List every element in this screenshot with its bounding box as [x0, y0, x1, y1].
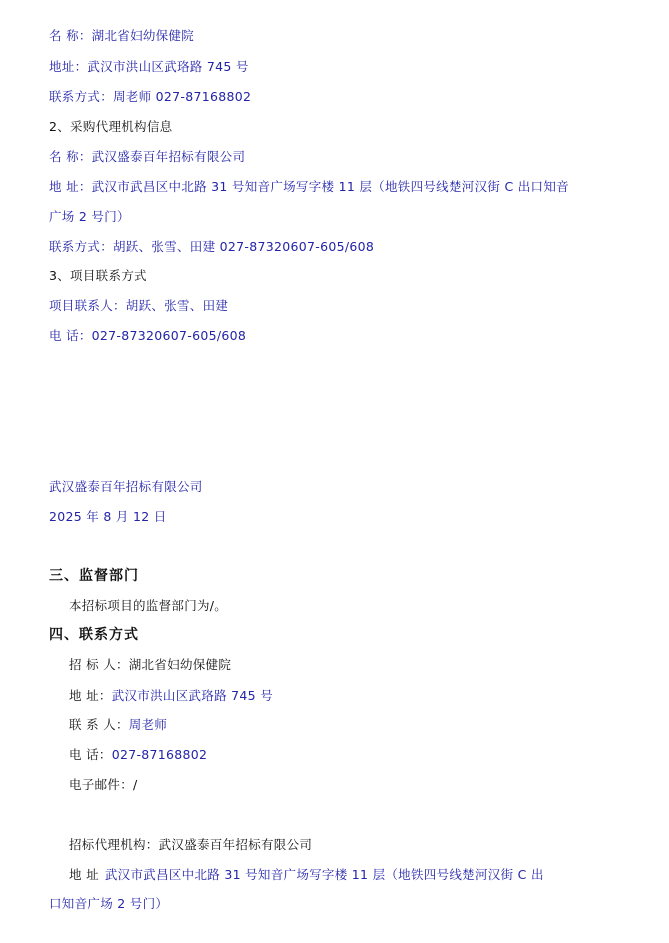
project-contact-phone: 电 话：027-87320607-605/608: [49, 328, 247, 343]
section4-agency-address-label: 地 址: [69, 867, 99, 882]
tenderer-text: 招 标 人：湖北省妇幼保健院: [69, 657, 232, 672]
section3-text: 本招标项目的监督部门为/。: [69, 598, 228, 613]
address-line: [69, 688, 273, 704]
section4-agency-address-line1: [69, 867, 544, 883]
agency-contact: 联系方式：胡跃、张雪、田建 027-87320607-605/608: [49, 239, 375, 254]
phone-label: 电 话：: [69, 747, 112, 762]
agency-address-line1: 地 址：武汉市武昌区中北路 31 号知音广场写字楼 11 层（地铁四号线楚河汉街 C 出口知音: [49, 179, 569, 194]
purchaser-contact: 联系方式：周老师 027-87168802: [49, 89, 252, 104]
contact-person-line: [69, 717, 167, 733]
contact-person-value: 周老师: [128, 717, 168, 732]
section3-heading: 三、监督部门: [49, 568, 139, 584]
project-contact-person: 项目联系人：胡跃、张雪、田建: [49, 298, 229, 313]
tenderer-line: [69, 657, 231, 673]
project-contact-heading: 3、项目联系方式: [49, 268, 147, 283]
agency-heading: 2、采购代理机构信息: [49, 119, 173, 134]
email-line: 电子邮件：/: [69, 777, 138, 792]
purchaser-address: 地址：武汉市洪山区武珞路 745 号: [49, 59, 249, 74]
signature-date: 2025 年 8 月 12 日: [49, 509, 167, 524]
section4-agency-address-line2: 口知音广场 2 号门）: [49, 896, 169, 911]
section4-agency-address-value-1: 武汉市武昌区中北路 31 号知音广场写字楼 11 层（地铁四号线楚河汉街 C 出: [104, 867, 544, 882]
agency-name: 名 称：武汉盛泰百年招标有限公司: [49, 149, 246, 164]
section4-agency-line: 招标代理机构：武汉盛泰百年招标有限公司: [69, 837, 313, 852]
agency-address-line2: 广场 2 号门）: [49, 209, 130, 224]
contact-person-label: 联 系 人：: [69, 717, 129, 732]
phone-value: 027-87168802: [111, 747, 208, 762]
phone-line: [69, 747, 207, 763]
address-label: 地 址：: [69, 688, 112, 703]
purchaser-name: 名 称：湖北省妇幼保健院: [49, 28, 195, 43]
signature-company: 武汉盛泰百年招标有限公司: [49, 479, 203, 494]
section4-heading: 四、联系方式: [49, 627, 139, 643]
address-value: 武汉市洪山区武珞路 745 号: [111, 688, 273, 703]
